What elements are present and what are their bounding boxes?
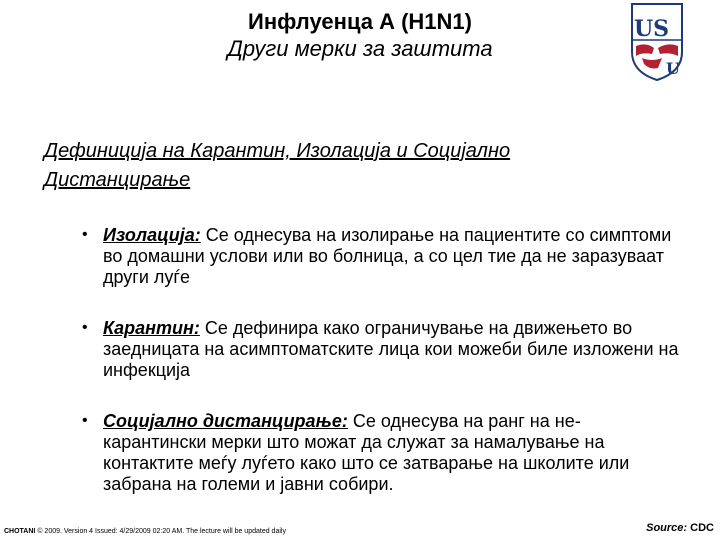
bullet-term: Социјално дистанцирање: (103, 411, 348, 431)
page-subtitle: Други мерки за заштита (227, 36, 493, 61)
university-shield-logo-icon (628, 2, 686, 82)
bullet-text: Се дефинира како ограничување на движењето во заедницата на асимптоматските лица кои можеби биле изложени на инфекција (103, 318, 679, 380)
bullet-isolation (80, 225, 680, 288)
bullet-list (80, 225, 680, 495)
definition-heading: Дефиниција на Карантин, Изолација и Социјално Дистанцирање (44, 140, 511, 191)
bullet-dot-icon: • (82, 319, 88, 336)
bullet-dot-icon: • (82, 412, 88, 429)
footer-copyright (4, 528, 286, 536)
bullet-social-distancing (80, 411, 680, 495)
footer-author: CHOTANI (4, 528, 36, 535)
bullet-term: Карантин: (103, 318, 200, 338)
bullet-dot-icon: • (82, 226, 88, 243)
footer-version: © 2009. Version 4 Issued: 4/29/2009 02:20 AM. The lecture will be updated daily (35, 528, 286, 535)
footer-source (646, 522, 714, 534)
bullet-quarantine (80, 318, 680, 381)
source-name: CDC (690, 522, 714, 534)
svg-text:U: U (666, 59, 680, 78)
bullet-text: Се однесува на ранг на не-карантински мерки што можат да служат за намалување на контактите меѓу луѓето како што се затварање на школите или забрана на големи и јавни собири. (103, 411, 630, 494)
bullet-text: Се однесува на изолирање на пациентите со симптоми во домашни услови или во болница, а со цел тие да не заразуваат други луѓе (103, 225, 672, 287)
title-block (0, 8, 720, 63)
source-label: Source: (646, 522, 688, 534)
page-title: Инфлуенца А (H1N1) (248, 9, 472, 34)
bullet-term: Изолација: (103, 225, 201, 245)
svg-text:US: US (634, 16, 670, 42)
